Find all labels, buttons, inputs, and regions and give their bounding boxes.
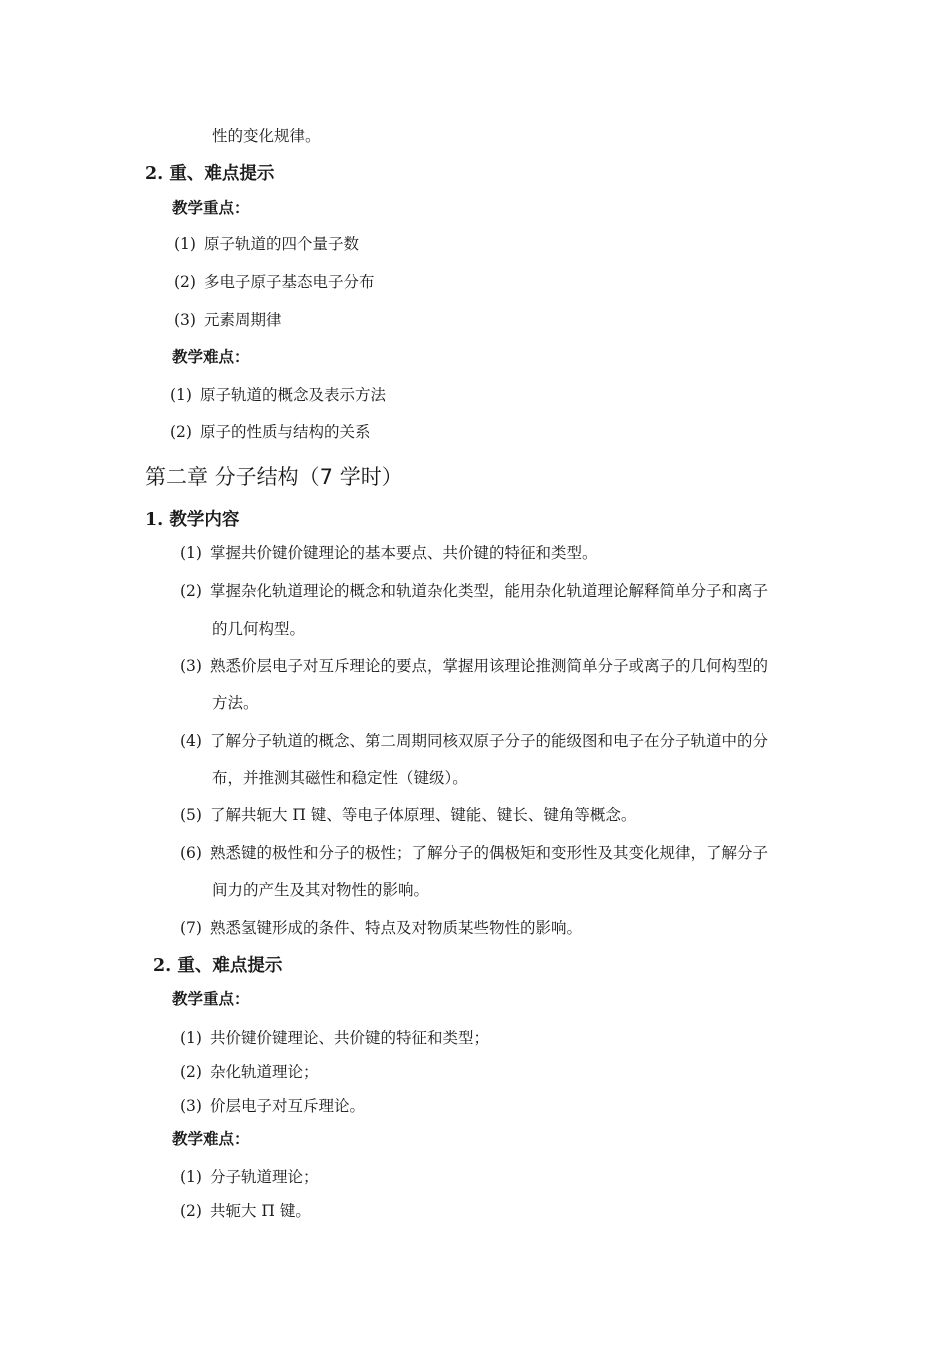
list-item-continuation: 间力的产生及其对物性的影响。 [212, 881, 430, 899]
content-heading: 1. 教学内容 [145, 510, 240, 530]
list-item: (2) 原子的性质与结构的关系 [170, 423, 371, 441]
list-item: (1) 掌握共价键价键理论的基本要点、共价键的特征和类型。 [180, 544, 598, 562]
list-item: (2) 共轭大 Π 键。 [180, 1202, 311, 1220]
list-item: (1) 共价键价键理论、共价键的特征和类型； [180, 1029, 489, 1047]
prev-difficulty-label: 教学难点： [172, 347, 250, 366]
prev-key-points-heading: 2. 重、难点提示 [145, 164, 275, 184]
chapter-title: 第二章 分子结构（7 学时） [145, 465, 403, 489]
list-item: (5) 了解共轭大 Π 键、等电子体原理、键能、键长、键角等概念。 [180, 806, 637, 824]
list-item: (2) 掌握杂化轨道理论的概念和轨道杂化类型，能用杂化轨道理论解释简单分子和离子 [180, 582, 768, 600]
list-item: (2) 杂化轨道理论； [180, 1063, 319, 1081]
list-item: (4) 了解分子轨道的概念、第二周期同核双原子分子的能级图和电子在分子轨道中的分 [180, 732, 768, 750]
focus-label: 教学重点： [172, 989, 250, 1008]
list-item: (2) 多电子原子基态电子分布 [174, 273, 375, 291]
continuation-text: 性的变化规律。 [212, 127, 321, 145]
list-item: (3) 价层电子对互斥理论。 [180, 1097, 365, 1115]
list-item-continuation: 方法。 [212, 694, 259, 712]
list-item: (1) 原子轨道的四个量子数 [174, 235, 359, 253]
list-item: (3) 元素周期律 [174, 311, 282, 329]
list-item-continuation: 的几何构型。 [212, 620, 306, 638]
list-item: (1) 分子轨道理论； [180, 1168, 319, 1186]
key-points-heading: 2. 重、难点提示 [153, 956, 283, 976]
list-item: (7) 熟悉氢键形成的条件、特点及对物质某些物性的影响。 [180, 919, 582, 937]
list-item: (1) 原子轨道的概念及表示方法 [170, 386, 386, 404]
list-item: (3) 熟悉价层电子对互斥理论的要点，掌握用该理论推测简单分子或离子的几何构型的 [180, 657, 768, 675]
difficulty-label: 教学难点： [172, 1129, 250, 1148]
prev-focus-label: 教学重点： [172, 198, 250, 217]
list-item-continuation: 布，并推测其磁性和稳定性（键级）。 [212, 769, 468, 787]
list-item: (6) 熟悉键的极性和分子的极性；了解分子的偶极矩和变形性及其变化规律，了解分子 [180, 844, 768, 862]
